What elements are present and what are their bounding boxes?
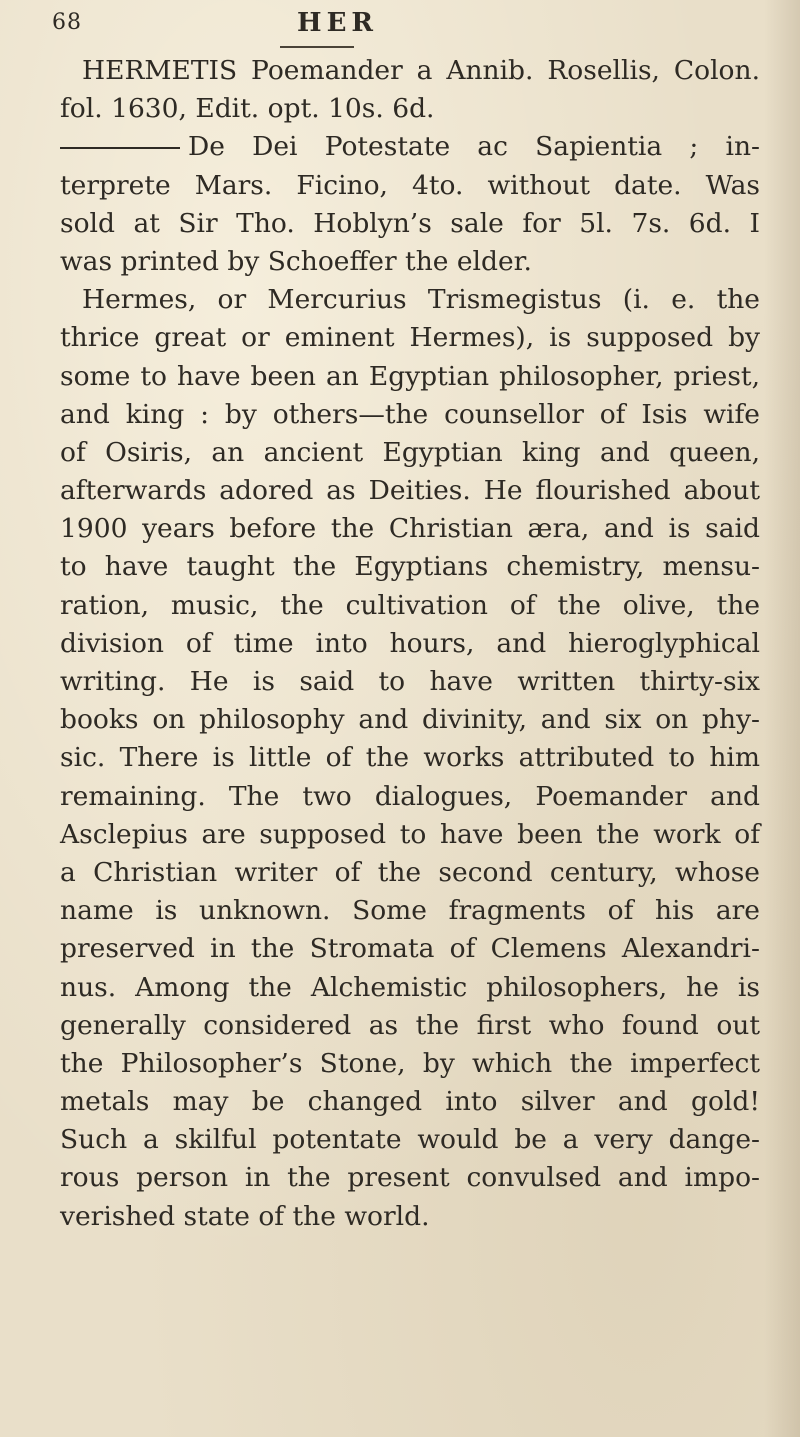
text-line: remaining. The two dialogues, Poemander and	[60, 780, 760, 812]
page-header	[52, 6, 772, 42]
text-line: fol. 1630, Edit. opt. 10s. 6d.	[60, 93, 435, 125]
entry-text	[60, 52, 760, 1236]
text-line: books on philosophy and divinity, and six on phy-	[60, 704, 760, 736]
text-line	[60, 128, 760, 166]
text-line: metals may be changed into silver and gold!	[60, 1086, 760, 1118]
text-line: the Philosopher’s Stone, by which the imperfect	[60, 1047, 760, 1079]
text-line: and king : by others—the counsellor of Isis wife	[60, 398, 760, 430]
text-line: name is unknown. Some fragments of his are	[60, 895, 760, 927]
text-line: of Osiris, an ancient Egyptian king and queen,	[60, 436, 760, 468]
text-line: was printed by Schoeffer the elder.	[60, 245, 532, 277]
running-head: HER	[297, 8, 378, 38]
page-edge-shadow	[764, 0, 800, 1437]
text-line: Asclepius are supposed to have been the work of	[60, 818, 760, 850]
header-rule	[280, 46, 354, 48]
text-line: HERMETIS Poemander a Annib. Rosellis, Colon.	[82, 55, 760, 86]
text-line: 1900 years before the Christian æra, and is said	[60, 513, 760, 545]
ditto-dash	[60, 147, 180, 149]
text-line: afterwards adored as Deities. He flourished about	[60, 475, 760, 507]
text-line: nus. Among the Alchemistic philosophers, he is	[60, 971, 760, 1003]
text-line: ration, music, the cultivation of the olive, the	[60, 589, 760, 621]
text-line: division of time into hours, and hieroglyphical	[60, 627, 760, 659]
text-line: verished state of the world.	[60, 1200, 430, 1232]
text-line: rous person in the present convulsed and impo-	[60, 1162, 760, 1194]
text-line: some to have been an Egyptian philosopher, priest,	[60, 360, 760, 392]
text-line: terprete Mars. Ficino, 4to. without date. Was	[60, 169, 760, 201]
text-line-content: De Dei Potestate ac Sapientia ; in-	[188, 131, 760, 163]
text-line: generally considered as the first who found out	[60, 1009, 760, 1041]
text-line: sic. There is little of the works attributed to him	[60, 742, 760, 774]
text-line: to have taught the Egyptians chemistry, mensu-	[60, 551, 760, 583]
text-line: Such a skilful potentate would be a very dange-	[60, 1124, 760, 1156]
text-line: writing. He is said to have written thirty-six	[60, 666, 760, 697]
text-line: sold at Sir Tho. Hoblyn’s sale for 5l. 7s. 6d. I	[60, 207, 760, 239]
text-line: preserved in the Stromata of Clemens Alexandri-	[60, 933, 760, 965]
text-line: Hermes, or Mercurius Trismegistus (i. e. the	[82, 284, 760, 316]
page-number: 68	[52, 10, 82, 35]
text-line: a Christian writer of the second century, whose	[60, 856, 760, 888]
text-line: thrice great or eminent Hermes), is supposed by	[60, 322, 760, 354]
